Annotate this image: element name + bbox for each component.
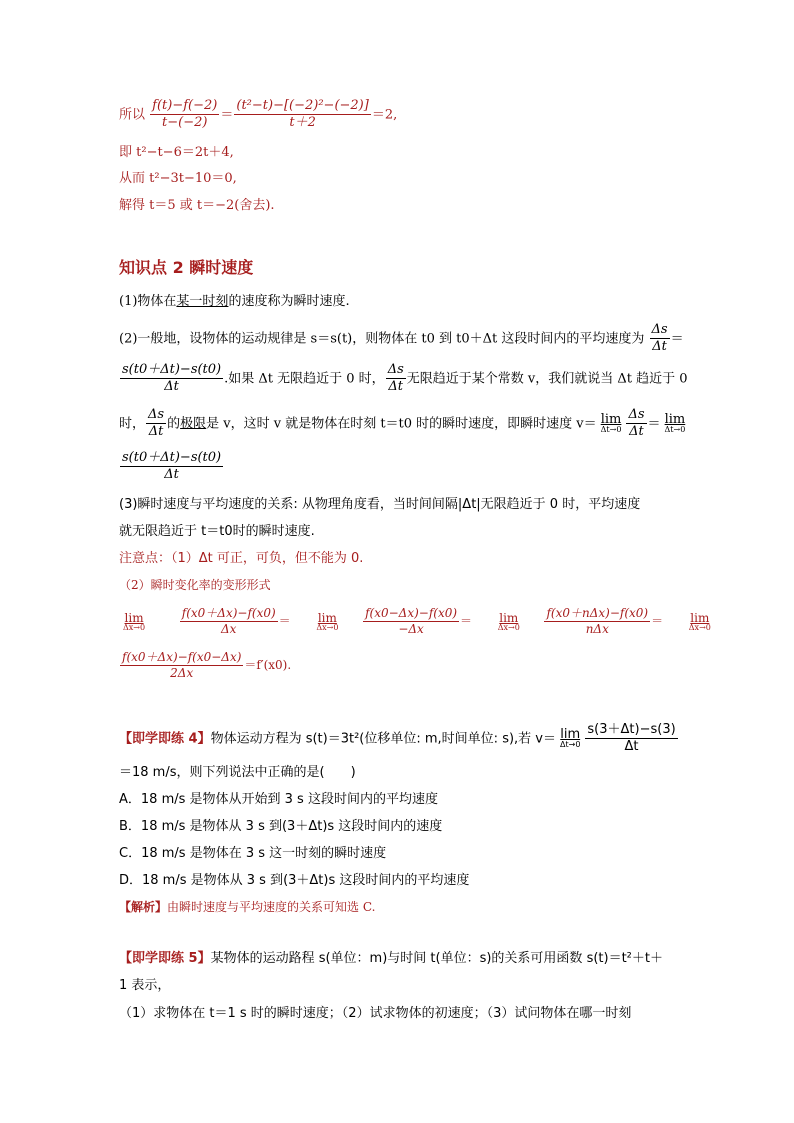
solution-result: ＝2, <box>371 107 398 123</box>
note-2: （2）瞬时变化率的变形形式 <box>119 578 271 592</box>
lim-subscript: Δt→0 <box>664 425 686 435</box>
exercise-4-tag: 【即学即练 4】 <box>119 731 211 747</box>
fraction-1 <box>150 98 219 132</box>
solution-prefix: 所以 <box>119 107 146 123</box>
exercise-4-option-c: C．18 m/s 是物体在 3 s 这一时刻的瞬时速度 <box>119 846 387 861</box>
limit-symbol <box>498 612 520 632</box>
exercise-4-fraction <box>585 722 677 756</box>
limit-symbol <box>560 728 580 749</box>
lim-subscript: Δt→0 <box>560 740 581 750</box>
point-3-line-1: (3)瞬时速度与平均速度的关系: 从物理角度看，当时间间隔|Δt|无限趋近于 0 时，平均速度 <box>119 497 641 512</box>
point-2-line-3 <box>119 407 689 441</box>
point-1-text-a: (1)物体在 <box>119 294 177 309</box>
limit-form-3 <box>544 606 650 637</box>
exercise-4-stem-b: ＝18 m/s，则下列说法中正确的是( ) <box>119 765 356 780</box>
fraction-1-numerator: f(t)−f(−2) <box>150 98 219 115</box>
limit-form-1-numerator: f(x0＋Δx)−f(x0) <box>181 606 276 620</box>
point-2-text-d: 时， <box>119 416 146 432</box>
equals-sign: ＝ <box>651 614 664 628</box>
limit-form-4-denominator: 2Δx <box>170 666 194 680</box>
section-heading: 知识点 2 瞬时速度 <box>119 258 254 277</box>
exercise-5-questions: （1）求物体在 t＝1 s 时的瞬时速度；（2）试求物体的初速度；（3）试问物体在哪一时刻 <box>119 1006 632 1021</box>
avg-velocity-fraction <box>650 322 670 356</box>
exercise-5-stem-a: 某物体的运动路程 s(单位：m)与时间 t(单位：s)的关系可用函数 s(t)＝t²＋t＋ <box>210 951 663 966</box>
ds-numerator: Δs <box>626 407 646 424</box>
exercise-4-analysis <box>119 900 375 914</box>
exercise-4-fraction-denominator: Δt <box>624 739 639 755</box>
limit-form-4-numerator: f(x0＋Δx)−f(x0−Δx) <box>122 650 242 664</box>
limit-forms-row-2 <box>119 650 291 681</box>
point-2-text-e: 的 <box>167 416 181 432</box>
point-1 <box>119 294 350 310</box>
limit-form-3-denominator: nΔx <box>585 622 609 636</box>
point-2-line-2 <box>119 362 688 396</box>
limit-form-2-denominator: −Δx <box>398 622 424 636</box>
fraction-2-denominator: t＋2 <box>289 115 316 131</box>
lim-word: lim <box>600 412 622 428</box>
equals-sign: ＝ <box>647 416 661 432</box>
solution-line-4: 解得 t＝5 或 t＝−2(舍去). <box>119 198 275 213</box>
limit-symbol <box>665 413 686 434</box>
lim-subscript: Δx→0 <box>688 622 711 632</box>
exercise-5-stem <box>119 951 663 967</box>
diff-quotient-denominator: Δt <box>164 467 179 483</box>
point-2-text-f: 是 v，这时 v 就是物体在时刻 t＝t0 时的瞬时速度，即瞬时速度 v＝ <box>206 416 597 432</box>
point-3-line-2: 就无限趋近于 t＝t0时的瞬时速度. <box>119 524 315 539</box>
equals-sign: ＝ <box>460 614 473 628</box>
ds-dt-fraction <box>146 407 166 441</box>
lim-subscript: Δx→0 <box>497 622 520 632</box>
note-1: 注意点：（1）Δt 可正，可负，但不能为 0. <box>119 551 364 566</box>
lim-subscript: Δt→0 <box>600 425 622 435</box>
solution-line-2: 即 t²−t−6＝2t＋4, <box>119 145 234 160</box>
dt-denominator: Δt <box>652 339 667 355</box>
lim-word: lim <box>664 412 686 428</box>
limit-form-2-numerator: f(x0−Δx)−f(x0) <box>365 606 458 620</box>
ds-numerator: Δs <box>650 322 670 339</box>
lim-word: lim <box>560 727 581 743</box>
lim-word: lim <box>124 610 144 625</box>
limit-form-1 <box>180 606 278 637</box>
equals-sign: ＝ <box>670 331 684 347</box>
lim-word: lim <box>499 610 519 625</box>
limit-form-3-numerator: f(x0＋nΔx)−f(x0) <box>546 606 649 620</box>
point-2-text-a: (2)一般地，设物体的运动规律是 s＝s(t)，则物体在 t0 到 t0＋Δt 这段时间内的平均速度为 <box>119 331 645 347</box>
limit-symbol <box>689 612 711 632</box>
exercise-4-stem <box>119 722 679 756</box>
ds-dt-fraction <box>386 362 406 396</box>
limit-symbol <box>123 612 145 632</box>
limit-symbol <box>601 413 622 434</box>
fraction-1-denominator: t−(−2) <box>162 115 208 131</box>
exercise-5-stem-b: 1 表示， <box>119 978 171 993</box>
diff-quotient-numerator: s(t0＋Δt)−s(t0) <box>120 450 223 467</box>
exercise-4-option-a: A．18 m/s 是物体从开始到 3 s 这段时间内的平均速度 <box>119 792 438 807</box>
exercise-4-option-b: B．18 m/s 是物体从 3 s 到(3＋Δt)s 这段时间内的速度 <box>119 819 443 834</box>
fraction-2 <box>234 98 370 132</box>
point-2-text-b: .如果 Δt 无限趋近于 0 时， <box>224 371 385 387</box>
analysis-text: 由瞬时速度与平均速度的关系可知选 C. <box>167 900 376 914</box>
limit-form-4 <box>120 650 243 681</box>
exercise-4-fraction-numerator: s(3＋Δt)−s(3) <box>585 722 677 739</box>
dt-denominator: Δt <box>148 424 164 440</box>
point-1-text-b: 的速度称为瞬时速度. <box>228 294 350 309</box>
ds-numerator: Δs <box>146 407 166 424</box>
dt-denominator: Δt <box>629 424 644 440</box>
diff-quotient-fraction <box>120 362 223 396</box>
limit-form-1-denominator: Δx <box>220 622 237 636</box>
equals-sign: ＝ <box>278 614 291 628</box>
derivative-result: ＝f′(x0). <box>244 658 292 672</box>
limit-forms-row-1 <box>119 606 715 637</box>
diff-quotient-fraction <box>120 450 223 484</box>
fraction-2-numerator: (t²−t)−[(−2)²−(−2)] <box>234 98 370 115</box>
diff-quotient-numerator: s(t0＋Δt)−s(t0) <box>120 362 223 379</box>
lim-subscript: Δx→0 <box>316 622 339 632</box>
exercise-5-tag: 【即学即练 5】 <box>119 951 211 966</box>
limit-underlined: 极限 <box>180 416 207 432</box>
point-1-underlined: 某一时刻 <box>176 294 229 309</box>
solution-line-3: 从而 t²−3t−10＝0, <box>119 171 237 186</box>
point-2-line-1 <box>119 322 684 356</box>
ds-numerator: Δs <box>386 362 406 379</box>
limit-form-2 <box>363 606 459 637</box>
ds-dt-fraction <box>626 407 646 441</box>
point-2-line-4 <box>119 450 224 484</box>
analysis-tag: 【解析】 <box>119 900 168 914</box>
point-2-text-c: 无限趋近于某个常数 v，我们就说当 Δt 趋近于 0 <box>406 371 688 387</box>
exercise-4-stem-a: 物体运动方程为 s(t)＝3t²(位移单位: m,时间单位: s),若 v＝ <box>210 731 556 747</box>
lim-word: lim <box>690 610 710 625</box>
solution-line-1 <box>119 98 397 132</box>
lim-word: lim <box>317 610 337 625</box>
lim-subscript: Δx→0 <box>123 622 146 632</box>
diff-quotient-denominator: Δt <box>164 379 179 395</box>
limit-symbol <box>316 612 338 632</box>
exercise-4-option-d: D．18 m/s 是物体从 3 s 到(3＋Δt)s 这段时间内的平均速度 <box>119 873 470 888</box>
equals-sign: ＝ <box>220 107 234 123</box>
dt-denominator: Δt <box>388 379 404 395</box>
